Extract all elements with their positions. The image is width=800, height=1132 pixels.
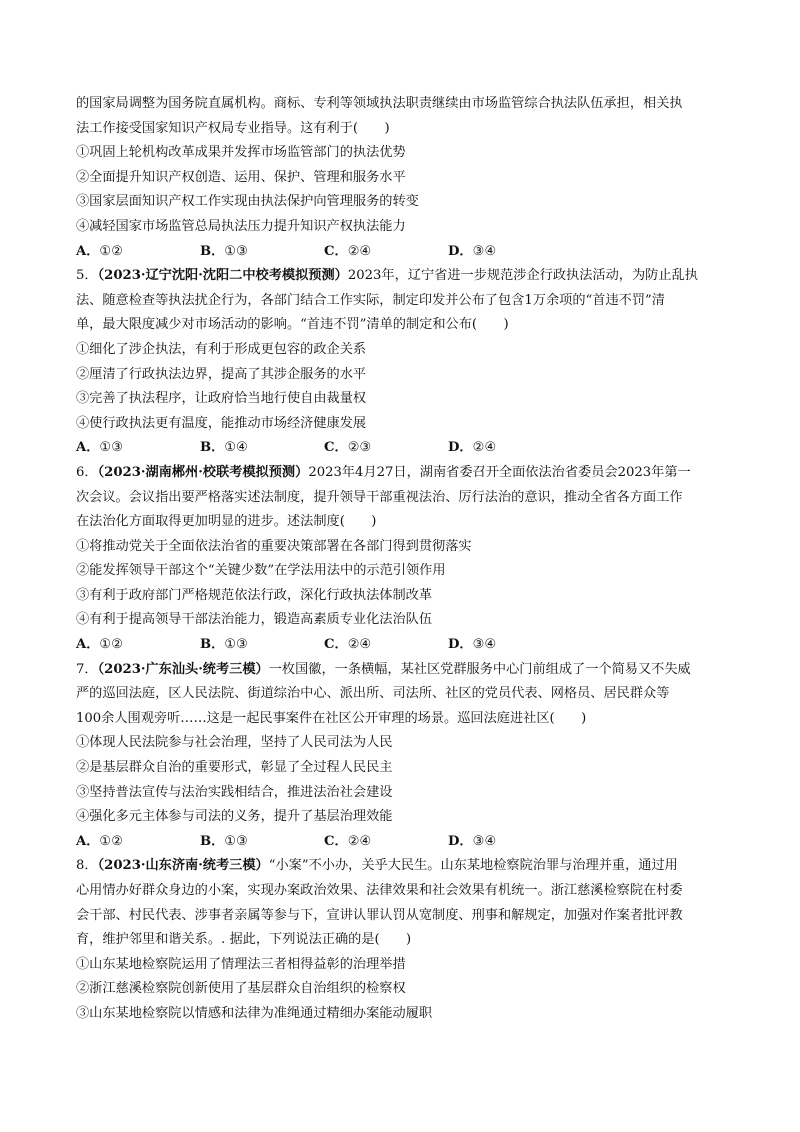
- question-number: 5．: [76, 268, 98, 284]
- choice-item: ①山东某地检察院运用了情理法三者相得益彰的治理举措: [76, 956, 406, 972]
- stem-first-line: 8．（2023·山东济南·统考三模）“小案”不小办，关乎大民生。山东某地检察院治罪与治理并重，通过用: [76, 858, 678, 874]
- choice-item: ④强化多元主体参与司法的义务，提升了基层治理效能: [76, 809, 393, 825]
- answer-options: [76, 830, 726, 855]
- stem-first-line: 6．（2023·湖南郴州·校联考模拟预测）2023年4月27日，湖南省委召开全面依法治省委员会2023年第一: [76, 464, 691, 480]
- choice-item: ②厘清了行政执法边界，提高了其涉企服务的水平: [76, 366, 367, 382]
- choice-item: ④使行政执法更有温度，能推动市场经济健康发展: [76, 415, 367, 431]
- question-source: （2023·湖南郴州·校联考模拟预测）: [97, 464, 309, 480]
- choice-item: ④减轻国家市场监管总局执法压力提升知识产权执法能力: [76, 218, 406, 234]
- stem-line: 的国家局调整为国务院直属机构。商标、专利等领域执法职责继续由市场监管综合执法队伍承担，相关执: [76, 96, 683, 111]
- question-5: [76, 264, 726, 461]
- question-6: [76, 461, 726, 658]
- option-c: C．②③: [324, 440, 372, 456]
- choice-item: ③山东某地检察院以情感和法律为准绳通过精细办案能动履职: [76, 1005, 433, 1021]
- answer-options: [76, 633, 726, 658]
- choice-item: ②是基层群众自治的重要形式，彰显了全过程人民民主: [76, 760, 393, 776]
- choice-item: ①巩固上轮机构改革成果并发挥市场监管部门的执法优势: [76, 145, 406, 161]
- choice-item: ①细化了涉企执法，有利于形成更包容的政企关系: [76, 341, 367, 357]
- choice-item: ④有利于提高领导干部法治能力，锻造高素质专业化法治队伍: [76, 612, 433, 628]
- choice-item: ②全面提升知识产权创造、运用、保护、管理和服务水平: [76, 169, 406, 185]
- option-a: A．①②: [76, 833, 124, 849]
- stem-line: 单，最大限度减少对市场活动的影响。“首违不罚”清单的制定和公布( ): [76, 317, 509, 333]
- stem-first-line: 5．（2023·辽宁沈阳·沈阳二中校考模拟预测）2023年，辽宁省进一步规范涉企行政执法活动，为防止乱执: [76, 268, 698, 284]
- choice-item: ③国家层面知识产权工作实现由执法保护向管理服务的转变: [76, 194, 419, 210]
- option-d: D．③④: [448, 833, 497, 849]
- option-d: D．③④: [448, 637, 497, 653]
- answer-options: [76, 436, 726, 461]
- stem-line: 心用情办好群众身边的小案，实现办案政治效果、法律效果和社会效果有机统一。浙江慈溪检察院在村委: [76, 883, 683, 898]
- question-number: 6．: [76, 464, 98, 480]
- document-page: [76, 92, 726, 1027]
- choice-item: ③有利于政府部门严格规范依法行政，深化行政执法体制改革: [76, 587, 433, 603]
- stem-line: 在法治化方面取得更加明显的进步。述法制度( ): [76, 514, 377, 530]
- question-source: （2023·辽宁沈阳·沈阳二中校考模拟预测）: [97, 268, 348, 284]
- option-a: A．①②: [76, 637, 124, 653]
- option-d: D．③④: [448, 243, 497, 259]
- option-b: B．①③: [200, 243, 248, 259]
- option-c: C．②④: [324, 833, 372, 849]
- choice-item: ②能发挥领导干部这个“关键少数”在学法用法中的示范引领作用: [76, 563, 446, 579]
- stem-line: 法、随意检查等执法扰企行为，各部门结合工作实际，制定印发并公布了包含1万余项的“首违不罚”清: [76, 292, 665, 308]
- question-4: [76, 92, 726, 264]
- option-d: D．②④: [448, 440, 497, 456]
- choice-item: ③坚持普法宣传与法治实践相结合，推进法治社会建设: [76, 784, 393, 800]
- stem-line: 严的巡回法庭，区人民法院、街道综治中心、派出所、司法所、社区的党员代表、网格员、居民群众等: [76, 686, 670, 702]
- stem-line: 会干部、村民代表、涉事者亲属等参与下，宣讲认罪认罚从宽制度、刑事和解规定，加强对作案者批评教: [76, 907, 683, 923]
- stem-line: 育，维护邻里和谐关系。. 据此，下列说法正确的是( ): [76, 932, 412, 948]
- choice-item: ①体现人民法院参与社会治理，坚持了人民司法为人民: [76, 735, 393, 751]
- option-c: C．②④: [324, 243, 372, 259]
- question-number: 7．: [76, 661, 98, 677]
- question-7: [76, 658, 726, 855]
- question-number: 8．: [76, 858, 98, 874]
- stem-line: 法工作接受国家知识产权局专业指导。这有利于( ): [76, 120, 390, 136]
- question-source: （2023·广东汕头·统考三模）: [97, 661, 269, 677]
- question-source: （2023·山东济南·统考三模）: [97, 858, 269, 874]
- choice-item: ③完善了执法程序，让政府恰当地行使自由裁量权: [76, 391, 367, 407]
- answer-options: [76, 240, 726, 265]
- option-b: B．①③: [200, 833, 248, 849]
- option-b: B．①④: [200, 440, 248, 456]
- stem-line: 100余人围观旁听……这是一起民事案件在社区公开审理的场景。巡回法庭进社区( ): [76, 710, 587, 726]
- option-a: A．①③: [76, 440, 124, 456]
- option-b: B．①③: [200, 637, 248, 653]
- stem-first-line: 7．（2023·广东汕头·统考三模）一枚国徽，一条横幅，某社区党群服务中心门前组成了一个简易又不失威: [76, 661, 691, 677]
- choice-item: ②浙江慈溪检察院创新使用了基层群众自治组织的检察权: [76, 981, 406, 997]
- option-c: C．②④: [324, 637, 372, 653]
- stem-line: 次会议。会议指出要严格落实述法制度，提升领导干部重视法治、厉行法治的意识，推动全省各方面工作: [76, 489, 683, 505]
- choice-item: ①将推动党关于全面依法治省的重要决策部署在各部门得到贯彻落实: [76, 538, 472, 554]
- option-a: A．①②: [76, 243, 124, 259]
- question-8: [76, 854, 726, 1026]
